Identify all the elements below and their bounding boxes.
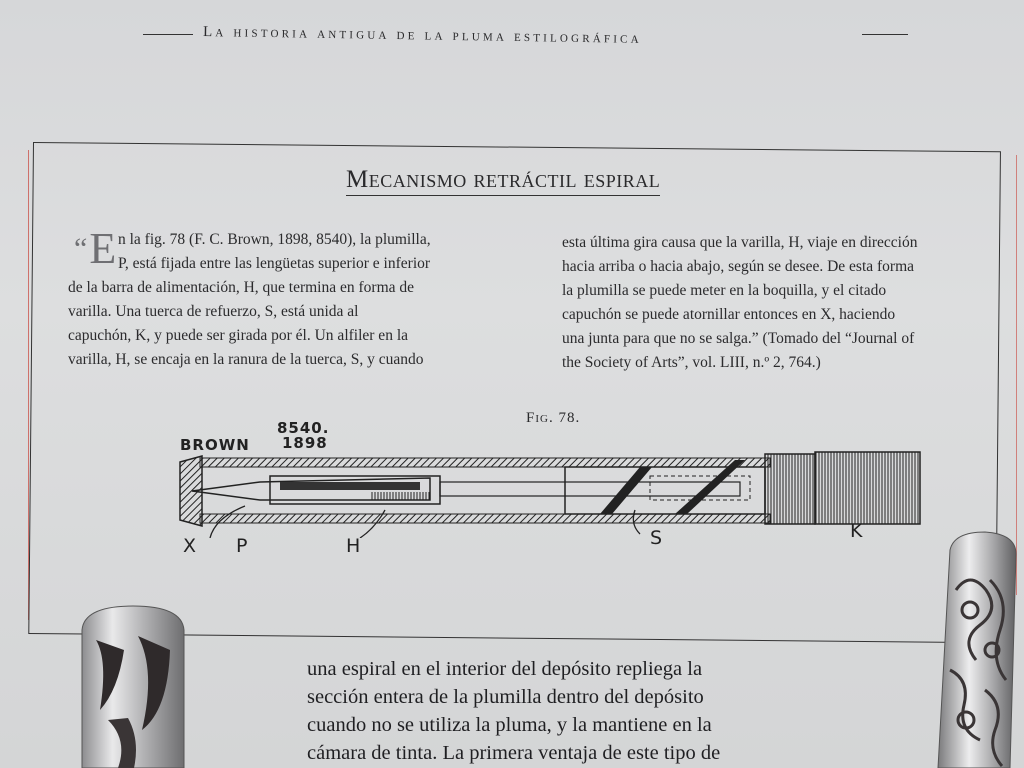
figure-label-p: P <box>236 535 248 557</box>
cap-collar <box>765 454 815 524</box>
text-line: P, está fijada entre las lengüetas superior e inferior <box>118 255 431 272</box>
patent-number: 8540. <box>277 419 330 437</box>
text-line: sección entera de la plumilla dentro del depósito <box>307 686 704 708</box>
text-line: capuchón, K, y puede ser girada por él. Un alfiler en la <box>68 327 409 344</box>
running-header-title: La historia antigua de la pluma estilográfica <box>202 24 642 47</box>
feed-channel <box>280 482 420 490</box>
text-line: cámara de tinta. La primera ventaja de este tipo de <box>307 742 721 764</box>
text-line: de la barra de alimentación, H, que termina en forma de <box>68 279 415 296</box>
patent-year: 1898 <box>282 434 328 452</box>
text-line: esta última gira causa que la varilla, H, viaje en dirección <box>562 234 918 251</box>
header-rule-right <box>862 34 908 35</box>
open-quote: “ <box>74 232 88 265</box>
page-margin-line-right <box>1016 155 1017 595</box>
cap <box>815 452 920 524</box>
nozzle-end <box>180 456 202 526</box>
text-line: cuando no se utiliza la pluma, y la mantiene en la <box>307 714 712 736</box>
drop-cap-letter: E <box>89 224 117 273</box>
pen-barrel-photo-right <box>930 530 1020 768</box>
figure-label-k: K <box>850 520 863 542</box>
text-line: varilla. Una tuerca de refuerzo, S, está unida al <box>68 303 359 320</box>
text-line: una junta para que no se salga.” (Tomado del “Journal of <box>562 330 915 347</box>
sidebar-box-title: Mecanismo retráctil espiral <box>346 166 660 196</box>
text-line: la plumilla se puede meter en la boquilla, y el citado <box>562 282 887 299</box>
figure-label-s: S <box>650 527 663 549</box>
reinforcing-nut <box>565 467 765 514</box>
feed-section <box>370 492 430 500</box>
figure-label-h: H <box>346 535 361 557</box>
spiral-groove <box>600 467 652 514</box>
rod <box>440 482 740 496</box>
body-text <box>307 655 827 767</box>
header-rule-left <box>143 34 193 35</box>
sidebar-column-left <box>68 228 528 372</box>
pen-cap-photo-left <box>78 600 188 768</box>
figure-label-x: X <box>183 535 197 557</box>
barrel-wall-bottom <box>200 514 770 523</box>
barrel-wall-top <box>200 458 770 467</box>
text-line: hacia arriba o hacia abajo, según se desee. De esta forma <box>562 258 915 275</box>
patent-name: BROWN <box>180 436 250 454</box>
text-line: una espiral en el interior del depósito repliega la <box>307 658 703 680</box>
pen-mechanism-drawing <box>170 448 940 538</box>
spiral-groove-2 <box>675 460 745 514</box>
figure-caption: Fig. 78. <box>526 410 581 426</box>
text-line: the Society of Arts”, vol. LIII, n.º 2, 764.) <box>562 354 821 371</box>
text-line: n la fig. 78 (F. C. Brown, 1898, 8540), la plumilla, <box>118 231 431 248</box>
sidebar-box-frame <box>28 142 1001 643</box>
sidebar-column-right <box>562 231 992 375</box>
text-line: varilla, H, se encaja en la ranura de la tuerca, S, y cuando <box>68 351 424 368</box>
running-header <box>0 20 1024 50</box>
text-line: capuchón se puede atornillar entonces en X, haciendo <box>562 306 896 323</box>
